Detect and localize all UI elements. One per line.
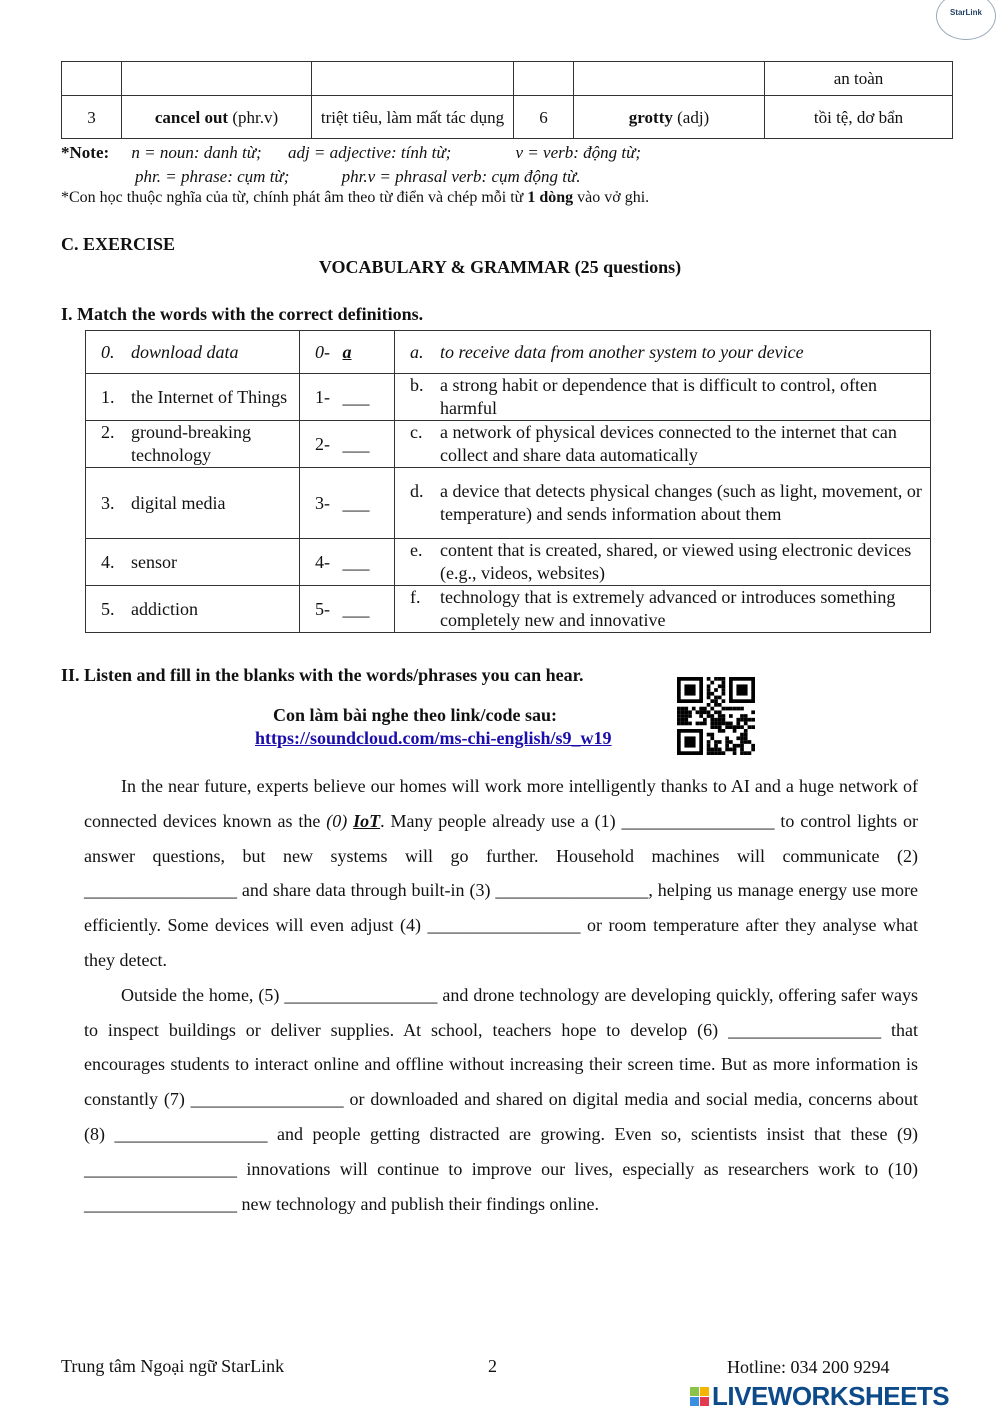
definition-cell: d. a device that detects physical changes (such as light, movement, or temperature) and sends information about them xyxy=(395,468,931,539)
passage-text: or downloaded and shared on digital media and social media, concerns about (8) xyxy=(84,1089,918,1144)
note xyxy=(61,141,641,189)
passage-text: that encourages students to interact online and offline without increasing their screen time. But as more information is constantly (7) xyxy=(84,1019,918,1110)
word-cell: grotty (adj) xyxy=(574,96,765,139)
passage-text: . Many people already use a (1) xyxy=(380,810,622,831)
part2-title: II. Listen and fill in the blanks with the words/phrases you can hear. xyxy=(61,665,584,685)
live-squares-icon xyxy=(690,1387,709,1406)
answer-blank[interactable]: a xyxy=(342,341,352,362)
fill-blank[interactable]: _________________ xyxy=(114,1123,268,1144)
note-item: v = verb: động từ; xyxy=(515,143,642,162)
match-row xyxy=(86,468,931,539)
passage-text: or room temperature after they analyse what they detect. xyxy=(84,915,919,970)
note-item: n = noun: danh từ; xyxy=(131,143,262,162)
meaning-cell: tồi tệ, dơ bẩn xyxy=(765,96,953,139)
answer-cell[interactable]: 2- ___ xyxy=(300,421,395,468)
study-tip: *Con học thuộc nghĩa của từ, chính phát âm theo từ điển và chép mỗi từ 1 dòng vào vở ghi. xyxy=(61,189,650,206)
note-item: phr. = phrase: cụm từ; xyxy=(135,167,290,186)
definition-cell: e. content that is created, shared, or viewed using electronic devices (e.g., videos, websites) xyxy=(395,539,931,586)
fill-blank[interactable]: _________________ xyxy=(190,1089,344,1110)
hotline: Hotline: 034 200 9294 xyxy=(727,1357,890,1377)
definition-cell: b. a strong habit or dependence that is difficult to control, often harmful xyxy=(395,374,931,421)
fill-blank[interactable]: _________________ xyxy=(284,984,438,1005)
listening-instruction: Con làm bài nghe theo link/code sau: xyxy=(272,705,558,725)
passage-text: and drone technology are developing quickly, offering safer ways to inspect buildings or deliver supplies. At school, teachers hope to develop (6) xyxy=(84,984,918,1040)
answer-cell[interactable]: 1- ___ xyxy=(300,374,395,421)
qr-code-icon[interactable] xyxy=(677,677,755,755)
matching-table xyxy=(85,330,931,633)
answer-cell[interactable]: 5- ___ xyxy=(300,586,395,633)
answer-blank[interactable]: ___ xyxy=(342,551,370,572)
answer-blank[interactable]: ___ xyxy=(342,492,370,513)
fill-blank[interactable]: _________________ xyxy=(495,880,649,901)
answer-blank[interactable]: ___ xyxy=(342,386,370,407)
passage-text: , helping us manage energy use more efficiently. Some devices will even adjust (4) xyxy=(84,880,918,936)
soundcloud-link[interactable]: https://soundcloud.com/ms-chi-english/s9_w19 xyxy=(255,728,612,748)
passage-text: innovations will continue to improve our lives, especially as researchers work to (10) xyxy=(237,1158,918,1179)
match-row xyxy=(86,374,931,421)
page-number: 2 xyxy=(488,1356,497,1376)
passage-text: to control lights or answer questions, but new systems will go further. Household machines will communicate (2) xyxy=(84,810,918,866)
answer-cell[interactable]: 3- ___ xyxy=(300,468,395,539)
match-row xyxy=(86,539,931,586)
starlink-logo: StarLink xyxy=(936,0,996,40)
example-answer: IoT xyxy=(353,810,381,831)
fill-blank[interactable]: _________________ xyxy=(84,880,237,901)
number-cell: 3 xyxy=(62,96,122,139)
note-item: adj = adjective: tính từ; xyxy=(287,143,452,162)
passage-paragraph xyxy=(84,769,918,978)
listening-passage xyxy=(84,769,918,1221)
fill-blank[interactable]: _________________ xyxy=(728,1019,882,1040)
definition-cell: f. technology that is extremely advanced or introduces something completely new and innovative xyxy=(395,586,931,633)
section-subtitle: VOCABULARY & GRAMMAR (25 questions) xyxy=(318,257,682,277)
note-label: *Note: xyxy=(61,143,110,162)
example-number: (0) xyxy=(326,810,354,831)
passage-text: and people getting distracted are growing. Even so, scientists insist that these (9) xyxy=(267,1123,918,1144)
passage-paragraph xyxy=(84,978,918,1222)
footer-center-name: Trung tâm Ngoại ngữ StarLink xyxy=(61,1356,285,1376)
match-row xyxy=(86,586,931,633)
fill-blank[interactable]: _________________ xyxy=(621,810,775,831)
fill-blank[interactable]: _________________ xyxy=(84,1193,237,1214)
passage-text: In the near future, experts believe our homes will work more intelligently thanks to AI and a huge network of connected devices known as the xyxy=(84,776,918,831)
note-item: phr.v = phrasal verb: cụm động từ. xyxy=(341,167,581,186)
answer-cell[interactable]: 0- a xyxy=(300,331,395,374)
word-cell: 5. addiction xyxy=(86,586,300,633)
word-cell: 2. ground-breaking technology xyxy=(86,421,300,468)
meaning-cell: an toàn xyxy=(765,62,953,96)
table-row xyxy=(62,96,953,139)
definition-cell: c. a network of physical devices connected to the internet that can collect and share data automatically xyxy=(395,421,931,468)
definition-cell: a. to receive data from another system to your device xyxy=(395,331,931,374)
passage-text: new technology and publish their findings online. xyxy=(237,1193,599,1214)
match-row xyxy=(86,421,931,468)
vocabulary-table xyxy=(61,61,953,139)
fill-blank[interactable]: _________________ xyxy=(84,1158,237,1179)
meaning-cell: triệt tiêu, làm mất tác dụng xyxy=(312,96,514,139)
liveworksheets-logo: LIVEWORKSHEETS xyxy=(690,1382,949,1410)
word-cell: cancel out (phr.v) xyxy=(122,96,312,139)
fill-blank[interactable]: _________________ xyxy=(427,915,581,936)
part1-title: I. Match the words with the correct definitions. xyxy=(61,304,424,324)
number-cell: 6 xyxy=(514,96,574,139)
passage-text: Outside the home, (5) xyxy=(121,984,285,1005)
word-cell: 1. the Internet of Things xyxy=(86,374,300,421)
answer-cell[interactable]: 4- ___ xyxy=(300,539,395,586)
match-row xyxy=(86,331,931,374)
word-cell: 3. digital media xyxy=(86,468,300,539)
table-row xyxy=(62,62,953,96)
answer-blank[interactable]: ___ xyxy=(342,598,370,619)
answer-blank[interactable]: ___ xyxy=(342,433,370,454)
word-cell: 0. download data xyxy=(86,331,300,374)
section-title: C. EXERCISE xyxy=(61,234,176,254)
word-cell: 4. sensor xyxy=(86,539,300,586)
passage-text: and share data through built-in (3) xyxy=(237,880,496,901)
